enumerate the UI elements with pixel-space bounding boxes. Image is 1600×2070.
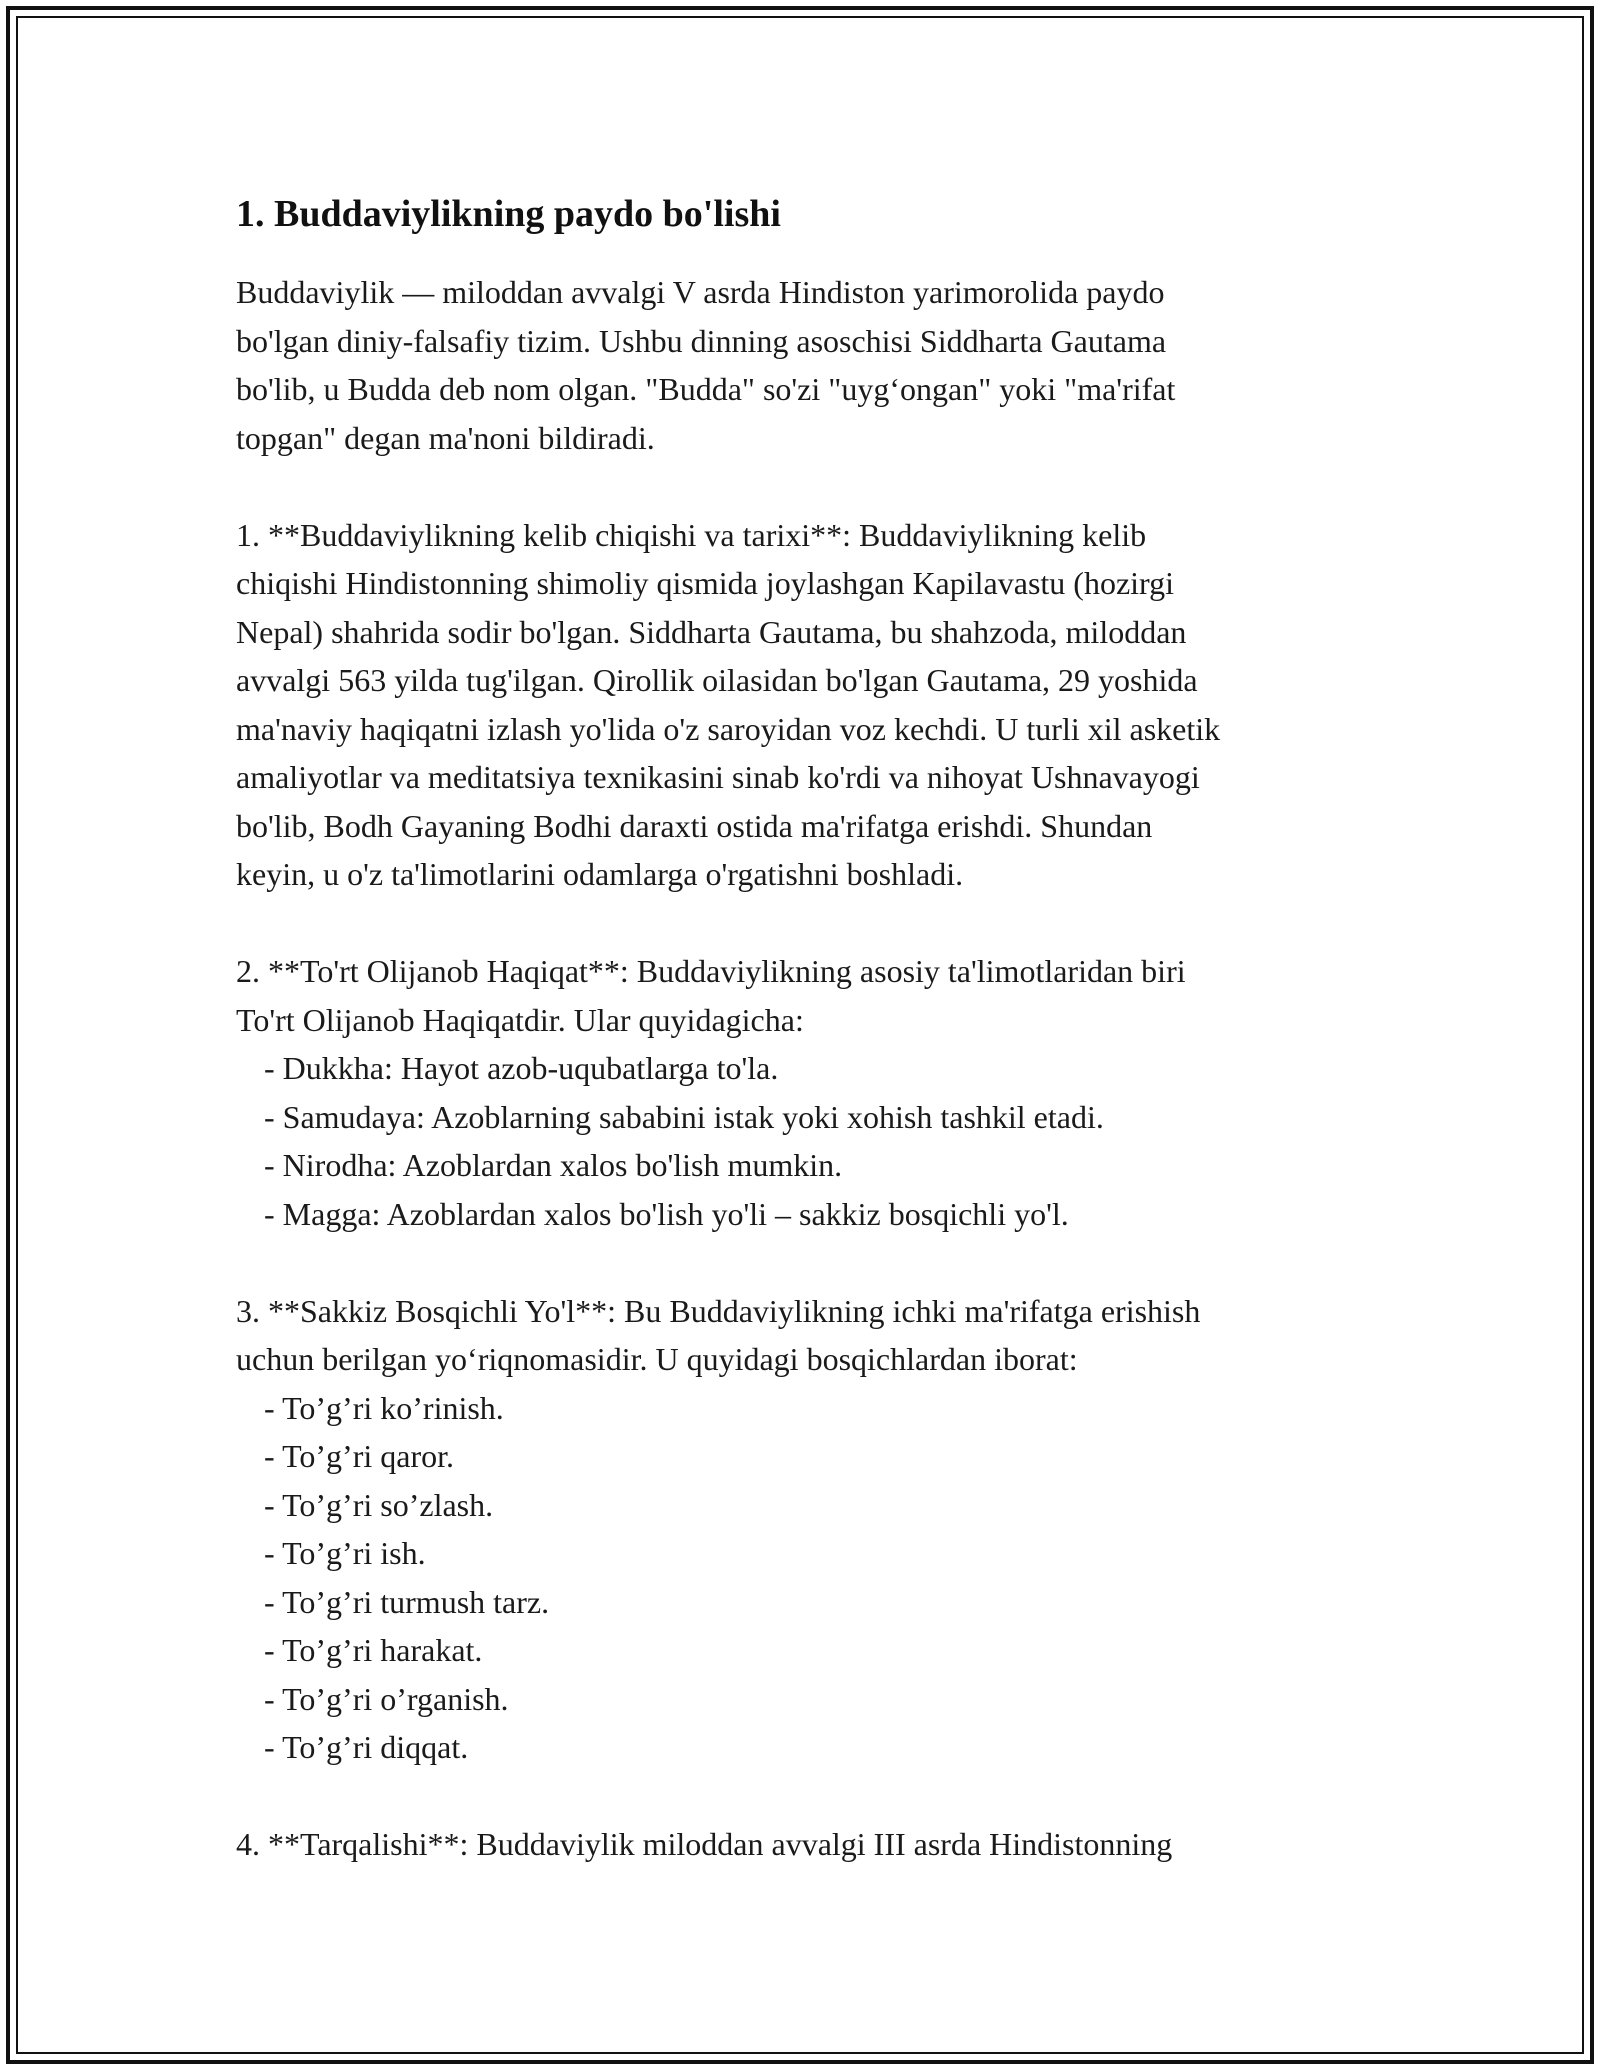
paragraph-line: 1. **Buddaviylikning kelib chiqishi va tarixi**: Buddaviylikning kelib — [236, 516, 1147, 553]
list-item: - Samudaya: Azoblarning sababini istak yoki xohish tashkil etadi. — [264, 1098, 1104, 1135]
list-item: - To’g’ri ish. — [264, 1535, 426, 1571]
section-eightfold-path — [236, 1287, 1396, 1772]
section-origin-history — [236, 511, 1396, 899]
list-item: - To’g’ri o’rganish. — [264, 1680, 509, 1717]
list-item: - Dukkha: Hayot azob-uqubatlarga to'la. — [264, 1050, 779, 1086]
paragraph-line: avvalgi 563 yilda tug'ilgan. Qirollik oilasidan bo'lgan Gautama, 29 yoshida — [236, 662, 1198, 698]
list-item: - Nirodha: Azoblardan xalos bo'lish mumkin. — [264, 1147, 843, 1183]
paragraph-line: ma'naviy haqiqatni izlash yo'lida o'z saroyidan voz kechdi. U turli xil asketik — [236, 710, 1221, 747]
paragraph-line: 4. **Tarqalishi**: Buddaviylik miloddan avvalgi III asrda Hindistonning — [236, 1826, 1173, 1862]
paragraph-line: 2. **To'rt Olijanob Haqiqat**: Buddaviylikning asosiy ta'limotlaridan biri — [236, 953, 1186, 989]
paragraph-spacer — [236, 1772, 1396, 1821]
paragraph-line: amaliyotlar va meditatsiya texnikasini sinab ko'rdi va nihoyat Ushnavayogi — [236, 759, 1200, 795]
paragraph-line: topgan" degan ma'noni bildiradi. — [236, 419, 655, 456]
paragraph-line: chiqishi Hindistonning shimoliy qismida joylashgan Kapilavastu (hozirgi — [236, 565, 1174, 601]
paragraph-line: bo'lib, Bodh Gayaning Bodhi daraxti ostida ma'rifatga erishdi. Shundan — [236, 807, 1153, 844]
list-item: - To’g’ri so’zlash. — [264, 1486, 494, 1523]
paragraph-spacer — [236, 899, 1396, 948]
list-item: - To’g’ri ko’rinish. — [264, 1389, 504, 1426]
intro-paragraph — [236, 268, 1396, 462]
paragraph-line: 3. **Sakkiz Bosqichli Yo'l**: Bu Buddaviylikning ichki ma'rifatga erishish — [236, 1292, 1201, 1329]
paragraph-line: Nepal) shahrida sodir bo'lgan. Siddharta Gautama, bu shahzoda, miloddan — [236, 613, 1187, 650]
list-item: - To’g’ri qaror. — [264, 1438, 454, 1474]
paragraph-line: Buddaviylik — miloddan avvalgi V asrda Hindiston yarimorolida paydo — [236, 274, 1165, 310]
paragraph-line: keyin, u o'z ta'limotlarini odamlarga o'rgatishni boshladi. — [236, 856, 964, 892]
paragraph-line: bo'lgan diniy-falsafiy tizim. Ushbu dinning asoschisi Siddharta Gautama — [236, 322, 1167, 359]
list-item: - To’g’ri diqqat. — [264, 1729, 469, 1765]
list-item: - To’g’ri turmush tarz. — [264, 1583, 550, 1620]
section-spread — [236, 1820, 1396, 1869]
page-title: 1. Buddaviylikning paydo bo'lishi — [236, 193, 781, 235]
paragraph-line: uchun berilgan yo‘riqnomasidir. U quyidagi bosqichlardan iborat: — [236, 1341, 1078, 1377]
paragraph-line: bo'lib, u Budda deb nom olgan. "Budda" so'zi "uyg‘ongan" yoki "ma'rifat — [236, 371, 1176, 407]
list-item: - Magga: Azoblardan xalos bo'lish yo'li – sakkiz bosqichli yo'l. — [264, 1195, 1069, 1232]
list-item: - To’g’ri harakat. — [264, 1632, 483, 1668]
paragraph-spacer — [236, 462, 1396, 511]
paragraph-spacer — [236, 1238, 1396, 1287]
paragraph-line: To'rt Olijanob Haqiqatdir. Ular quyidagicha: — [236, 1001, 804, 1038]
document-body — [236, 186, 1396, 1869]
section-four-noble-truths — [236, 947, 1396, 1238]
